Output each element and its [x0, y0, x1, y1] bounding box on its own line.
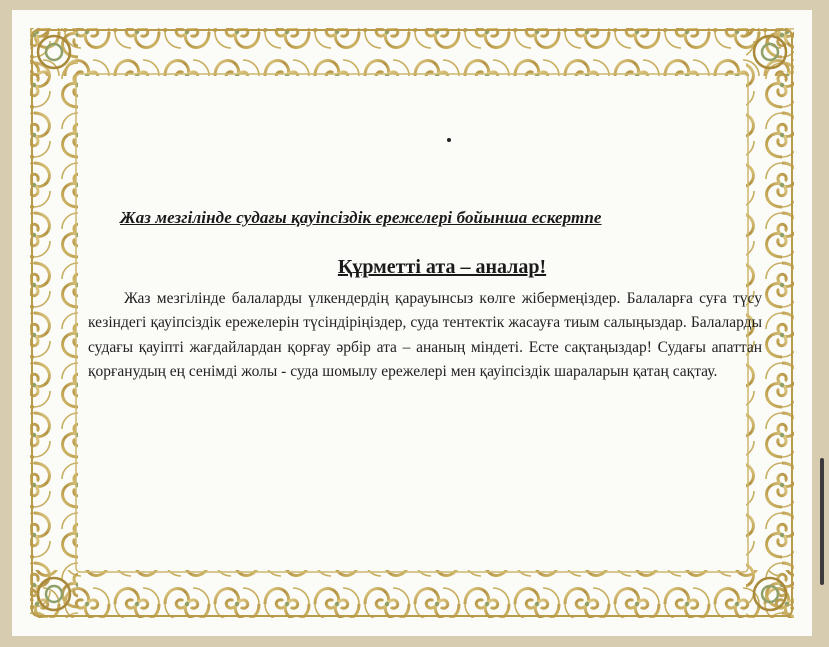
notice-body: Жаз мезгілінде балаларды үлкендердің қарауынсыз көлге жібермеңіздер. Балаларға суға түсу кезіндегі қауіпсіздік ережелерін түсіндіріңіздер, суда тентектік жасауға тиым салыңыздар. Балаларды судағы қауіпті жағдайлардан қорғау әрбір ата – ананың міндеті. Есте сақтаңыздар! Судағы апаттан қорғанудың ең сенімді жолы - суда шомылу ережелері мен қауіпсіздік шараларын қатаң сақтау.: [88, 290, 762, 380]
stray-dot: [447, 138, 451, 142]
document-content: [82, 10, 762, 636]
document-heading: Жаз мезгілінде судағы қауіпсіздік ережелері бойынша ескертпе: [120, 208, 602, 227]
vertical-scrollbar[interactable]: [820, 458, 824, 585]
certificate-sheet: [12, 10, 812, 636]
greeting-title: Құрметті ата – аналар!: [337, 256, 547, 278]
frame-left-band: [30, 28, 78, 618]
